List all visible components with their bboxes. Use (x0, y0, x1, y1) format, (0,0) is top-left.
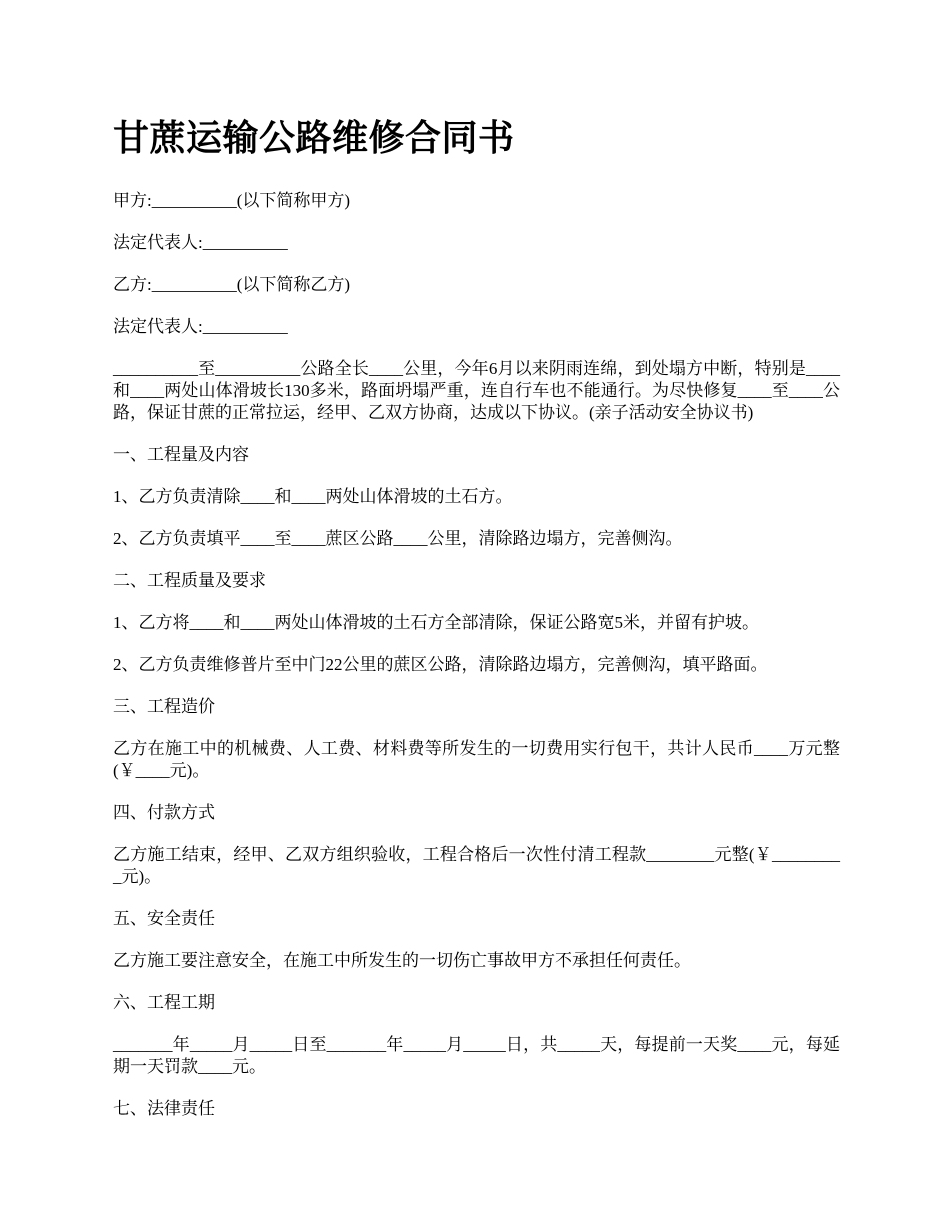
document-page (113, 108, 840, 1140)
section-heading-quality: 二、工程质量及要求 (113, 571, 266, 590)
section-heading-cost: 三、工程造价 (113, 697, 215, 716)
schedule-clause: _______年_____月_____日至_______年_____月_____日，共_____天，每提前一天奖____元，每延期一天罚款____元。 (113, 1035, 840, 1076)
quality-clause-1: 1、乙方将____和____两处山体滑坡的土石方全部清除，保证公路宽5米，并留有护坡。 (113, 613, 759, 632)
section-heading-payment: 四、付款方式 (113, 803, 215, 822)
safety-clause: 乙方施工要注意安全，在施工中所发生的一切伤亡事故甲方不承担任何责任。 (113, 951, 691, 970)
scope-clause-1: 1、乙方负责清除____和____两处山体滑坡的土石方。 (113, 487, 513, 506)
party-a-representative-line: 法定代表人:__________ (113, 233, 288, 252)
payment-clause: 乙方施工结束，经甲、乙双方组织验收，工程合格后一次性付清工程款________元整(￥_________元)。 (113, 845, 840, 886)
quality-clause-2: 2、乙方负责维修普片至中门22公里的蔗区公路，清除路边塌方，完善侧沟，填平路面。 (113, 655, 768, 674)
section-heading-liability: 七、法律责任 (113, 1099, 215, 1118)
document-title: 甘蔗运输公路维修合同书 (113, 118, 515, 158)
cost-clause: 乙方在施工中的机械费、人工费、材料费等所发生的一切费用实行包干，共计人民币____万元整(￥____元)。 (113, 739, 840, 780)
section-heading-schedule: 六、工程工期 (113, 993, 215, 1012)
party-a-line: 甲方:__________(以下简称甲方) (113, 191, 351, 210)
section-heading-scope: 一、工程量及内容 (113, 445, 249, 464)
party-b-line: 乙方:__________(以下简称乙方) (113, 275, 351, 294)
section-heading-safety: 五、安全责任 (113, 909, 215, 928)
scope-clause-2: 2、乙方负责填平____至____蔗区公路____公里，清除路边塌方，完善侧沟。 (113, 529, 683, 548)
preamble-paragraph: __________至__________公路全长____公里，今年6月以来阴雨连绵，到处塌方中断，特别是____和____两处山体滑坡长130多米，路面坍塌严重，连自行车也不能通行。为尽快修复____至____公路，保证甘蔗的正常拉运，经甲、乙双方协商，达成以下协议。(亲子活动安全协议书) (113, 359, 840, 422)
party-b-representative-line: 法定代表人:__________ (113, 317, 288, 336)
